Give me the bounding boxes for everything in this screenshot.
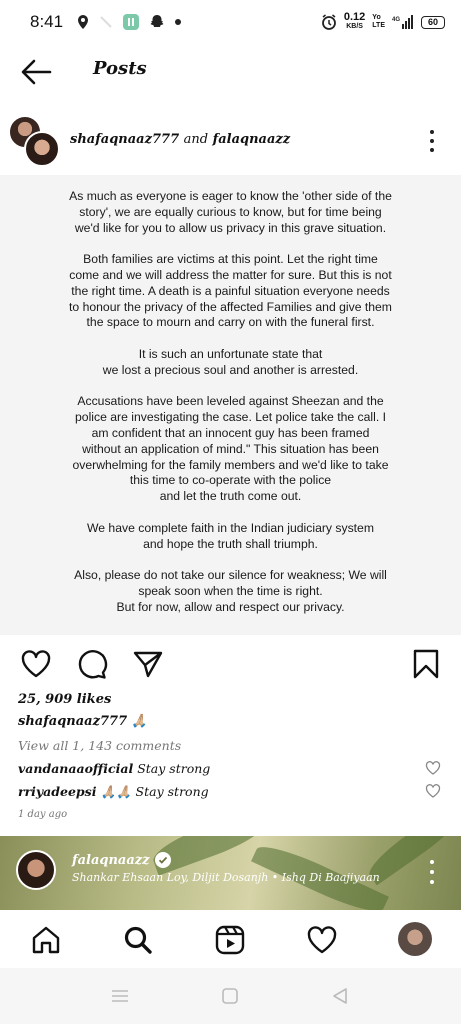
heart-icon [20, 648, 52, 680]
app-notification-icon [123, 14, 139, 30]
volte-indicator [372, 14, 385, 30]
next-post-user[interactable] [72, 852, 171, 868]
next-post-header[interactable] [0, 836, 461, 910]
statement-paragraph: Both families are victims at this point. Let the right time come and we will address the matter for sure. But this is not the right time. A death is a painful situation everyone needs to honour the privacy of the affected Families and give them the space to mourn and carry on with the funeral first. [69, 252, 392, 330]
statement-text [40, 189, 421, 631]
alarm-icon [321, 14, 337, 30]
statement-paragraph: As much as everyone is eager to know the 'other side of the story', we are equally curious to know, but for time being we'd like for you to allow us privacy in this grave situation. [69, 189, 392, 235]
nav-search[interactable] [122, 924, 154, 956]
system-indicators [321, 13, 445, 31]
snapchat-icon [149, 14, 165, 30]
signal-icon [392, 15, 414, 29]
back-button[interactable] [20, 58, 52, 86]
network-type: 4G [392, 17, 401, 23]
post-header [0, 110, 461, 172]
next-post-music[interactable]: Shankar Ehsaan Loy, Diljit Dosanjh • Ishq Di Baajiyaan [72, 871, 380, 884]
send-icon [132, 648, 164, 680]
status-bar [0, 0, 461, 44]
comment-item [18, 761, 443, 776]
comment-item [18, 784, 443, 800]
and-text: and [183, 132, 209, 147]
dot-icon [175, 19, 181, 25]
net-speed-unit: KB/S [346, 23, 363, 30]
page-title: Posts [93, 58, 147, 79]
post-timestamp: 1 day ago [18, 809, 68, 820]
statement-paragraph: Also, please do not take our silence for weakness; We will speak soon when the time is right. But for now, allow and respect our privacy. [74, 568, 387, 614]
app-header [0, 46, 461, 98]
system-navigation-bar [0, 968, 461, 1024]
home-icon [30, 924, 62, 956]
view-comments-link[interactable]: View all 1, 143 comments [18, 738, 182, 753]
volte-bottom: LTE [372, 22, 385, 29]
comment-text: 🙏🏼🙏🏼 Stay strong [100, 784, 209, 799]
heart-icon [306, 924, 338, 956]
statement-paragraph: It is such an unfortunate state that we lost a precious soul and another is arrested. [102, 346, 359, 377]
next-post-avatar[interactable] [16, 850, 56, 890]
author-2-link[interactable]: falaqnaazz [212, 132, 291, 147]
bottom-navigation [0, 912, 461, 968]
menu-icon [110, 986, 130, 1006]
post-image[interactable] [0, 175, 461, 635]
save-button[interactable] [410, 648, 442, 680]
recents-button[interactable] [110, 986, 130, 1006]
statement-paragraph: Accusations have been leveled against Sheezan and the police are investigating the case. Let police take the call. I am confident that an innocent guy has been framed without an application of mind." This situation has been overwhelming for the family members and we'd like to take this time to co-operate with the police and let the truth come out. [72, 394, 389, 504]
author-avatars[interactable] [8, 115, 60, 167]
avatar-author-2[interactable] [24, 131, 60, 167]
more-vertical-icon[interactable] [424, 128, 440, 154]
net-speed-value: 0.12 [343, 11, 366, 23]
nav-activity[interactable] [306, 924, 338, 956]
bookmark-icon [410, 648, 442, 680]
comment-user[interactable]: vandanaaofficial [18, 761, 134, 776]
heart-icon [425, 783, 441, 799]
network-speed [344, 13, 365, 31]
post-caption [18, 714, 147, 729]
comment-like-button[interactable] [425, 783, 441, 799]
next-post-username[interactable]: falaqnaazz [72, 852, 150, 868]
triangle-back-icon [330, 986, 350, 1006]
likes-count[interactable]: 25, 909 likes [18, 692, 112, 707]
comment-icon [76, 648, 108, 680]
heart-icon [425, 760, 441, 776]
nav-profile-avatar[interactable] [398, 922, 432, 956]
home-system-button[interactable] [220, 986, 240, 1006]
like-button[interactable] [20, 648, 52, 680]
reels-icon [214, 924, 246, 956]
square-icon [220, 986, 240, 1006]
nav-home[interactable] [30, 924, 62, 956]
author-1-link[interactable]: shafaqnaaz777 [70, 132, 180, 147]
comment-like-button[interactable] [425, 760, 441, 776]
search-icon [122, 924, 154, 956]
more-vertical-icon[interactable] [426, 860, 438, 884]
share-button[interactable] [132, 648, 164, 680]
caption-text: 🙏🏼 [131, 714, 148, 729]
battery-indicator: 60 [421, 16, 445, 29]
post-authors [70, 132, 290, 147]
comment-text: Stay strong [137, 761, 211, 776]
notification-icons [77, 14, 181, 30]
back-system-button[interactable] [330, 986, 350, 1006]
location-icon [77, 14, 89, 30]
statement-paragraph: We have complete faith in the Indian judiciary system and hope the truth shall triumph. [86, 520, 374, 551]
nav-reels[interactable] [214, 924, 246, 956]
dim-signal-icon [99, 15, 113, 29]
arrow-left-icon [20, 58, 52, 86]
verified-badge-icon [155, 852, 171, 868]
post-actions [0, 646, 461, 682]
volte-top: Yo [372, 14, 381, 21]
comment-user[interactable]: rriyadeepsi [18, 784, 97, 799]
comment-button[interactable] [76, 648, 108, 680]
status-time: 8:41 [30, 12, 64, 31]
caption-user[interactable]: shafaqnaaz777 [18, 714, 128, 729]
